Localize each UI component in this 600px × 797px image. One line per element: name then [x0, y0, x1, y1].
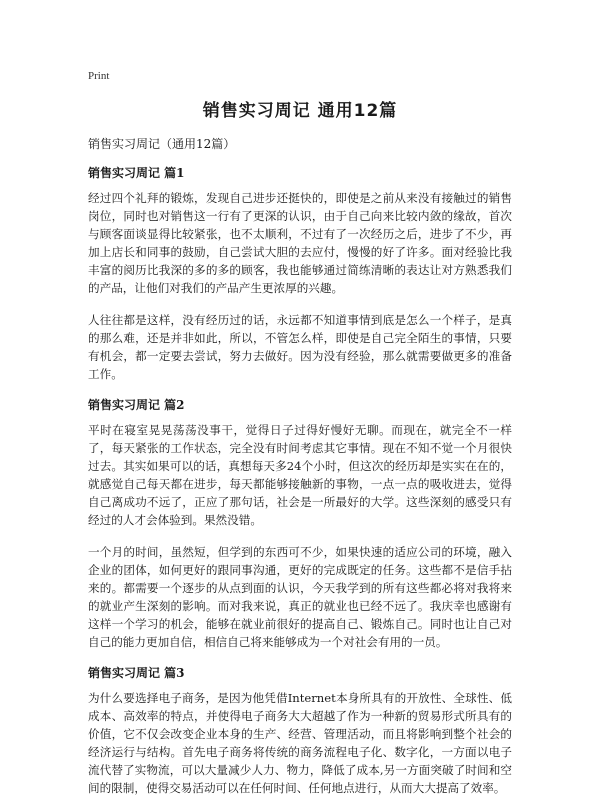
document-title: 销售实习周记 通用12篇 — [202, 101, 398, 121]
paragraph: 一个月的时间，虽然短，但学到的东西可不少，如果快速的适应公司的环境，融入企业的团体，如何更好的跟同事沟通，更好的完成既定的任务。这些都不是信手拈来的。都需要一个逐步的从点到面的认识，今天我学到的所有这些都必将对我将来的就业产生深刻的影响。而对我来说，真正的就业也已经不远了。我庆幸也感谢有这样一个学习的机会，能够在就业前很好的提高自己、锻炼自己。同时也让自己对自己的能力更加自信，相信自己将来能够成为一个对社会有用的一员。 — [88, 545, 512, 649]
document-subtitle: 销售实习周记（通用12篇） — [88, 137, 236, 151]
section-heading: 销售实习周记 篇1 — [88, 166, 185, 180]
paragraph: 经过四个礼拜的锻炼，发现自己进步还挺快的，即使是之前从来没有接触过的销售岗位，同时也对销售这一行有了更深的认识，由于自己向来比较内敛的缘故，首次与顾客面谈显得比较紧张，也不太顺利，不过有了一次经历之后，进步了不少，再加上店长和同事的鼓励，自己尝试大胆的去应付，慢慢的好了许多。面对经验比我丰富的阅历比我深的多的多的顾客，我也能够通过简练清晰的表达让对方熟悉我们的产品，让他们对我们的产品产生更浓厚的兴趣。 — [88, 191, 512, 295]
paragraph: 平时在寝室晃晃荡荡没事干，觉得日子过得好慢好无聊。而现在，就完全不一样了，每天紧张的工作状态，完全没有时间考虑其它事情。现在不知不觉一个月很快过去。其实如果可以的话，真想每天多24个小时，但这次的经历却是实实在在的，就感觉自己每天都在进步，每天都能够接触新的事物，一点一点的吸收进去，觉得自己离成功不远了，正应了那句话，社会是一所最好的大学。这些深刻的感受只有经过的人才会体验到。果然没错。 — [88, 423, 512, 527]
section-heading: 销售实习周记 篇3 — [88, 666, 185, 680]
paragraph: 人往往都是这样，没有经历过的话，永远都不知道事情到底是怎么一个样子，是真的那么难，还是并非如此，所以，不管怎么样，即使是自己完全陌生的事情，只要有机会，都一定要去尝试，努力去做好。因为没有经验，那么就需要做更多的准备工作。 — [88, 313, 512, 381]
paragraph: 为什么要选择电子商务，是因为他凭借Internet本身所具有的开放性、全球性、低成本、高效率的特点，并使得电子商务大大超越了作为一种新的贸易形式所具有的价值，它不仅会改变企业本身的生产、经营、管理活动，而且将影响到整个社会的经济运行与结构。首先电子商务将传统的商务流程电子化、数字化，一方面以电子流代替了实物流，可以大量减少人力、物力，降低了成本,另一方面突破了时间和空间的限制，使得交易活动可以在任何时间、任何地点进行，从而大大提高了效率。 — [88, 691, 512, 795]
section-1 — [88, 165, 512, 383]
section-2 — [88, 397, 512, 651]
section-3 — [88, 665, 512, 797]
print-label: Print — [88, 70, 110, 82]
section-heading: 销售实习周记 篇2 — [88, 398, 185, 412]
